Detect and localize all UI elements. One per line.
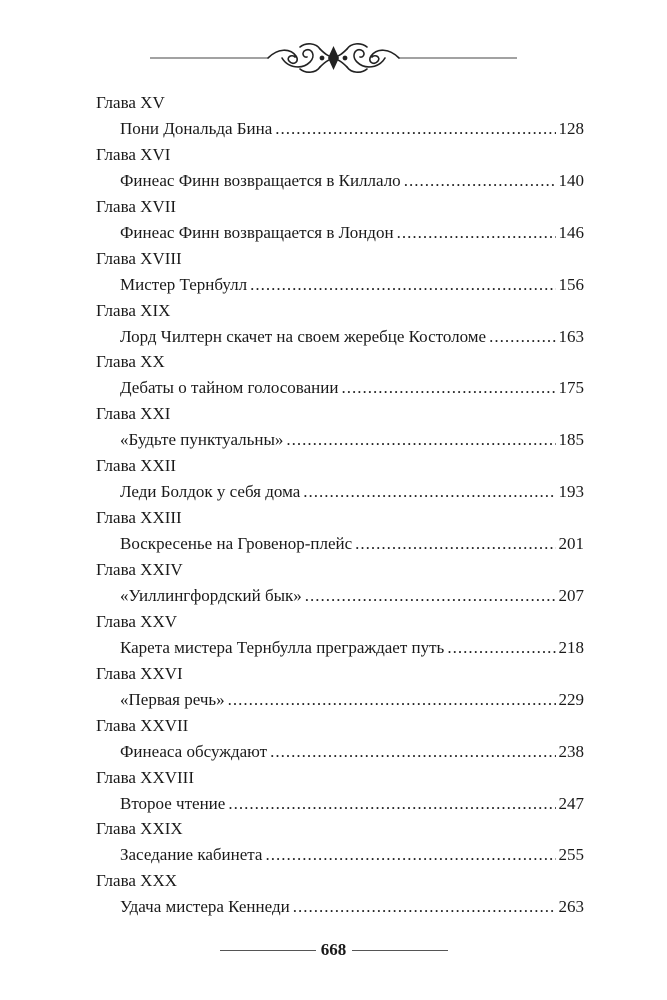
chapter-title-line	[120, 429, 584, 451]
toc-entry	[96, 663, 584, 715]
toc-entry	[96, 507, 584, 559]
chapter-title-line	[120, 222, 584, 244]
chapter-title: Лорд Чилтерн скачет на своем жеребце Костоломе	[120, 326, 487, 346]
dot-leader	[397, 222, 556, 244]
toc-entry	[96, 870, 584, 922]
chapter-title-line	[120, 274, 584, 296]
toc-entry	[96, 403, 584, 455]
chapter-label: Глава XV	[96, 93, 165, 112]
chapter-title-line	[120, 377, 584, 399]
dot-leader	[489, 326, 555, 348]
chapter-label: Глава XIX	[96, 300, 171, 320]
dot-leader	[305, 585, 556, 607]
page-number: 668	[320, 940, 347, 959]
chapter-page-number: 185	[558, 430, 584, 450]
toc-entry	[96, 611, 584, 663]
chapter-label: Глава XVIII	[96, 248, 182, 268]
chapter-title: Леди Болдок у себя дома	[120, 482, 301, 502]
footer-rule-right	[352, 950, 448, 951]
chapter-label: Глава XXIII	[96, 508, 182, 528]
chapter-label: Глава XXIV	[96, 560, 183, 580]
toc-entry	[96, 248, 584, 300]
chapter-title: «Будьте пунктуальны»	[120, 430, 284, 450]
baroque-scroll-ornament-icon	[150, 38, 517, 78]
dot-leader	[265, 844, 555, 866]
chapter-page-number: 238	[558, 741, 584, 761]
chapter-title-line	[120, 896, 584, 918]
dot-leader	[228, 793, 555, 815]
dot-leader	[355, 533, 555, 555]
dot-leader	[275, 118, 555, 140]
chapter-label: Глава XVI	[96, 144, 171, 164]
chapter-title-line	[120, 118, 584, 140]
toc-entry	[96, 818, 584, 870]
toc-entry	[96, 715, 584, 767]
chapter-page-number: 163	[558, 326, 584, 346]
chapter-page-number: 201	[558, 534, 584, 554]
toc-entry	[96, 300, 584, 352]
chapter-title: Заседание кабинета	[120, 845, 263, 865]
chapter-title-line	[120, 170, 584, 192]
toc-entry	[96, 455, 584, 507]
chapter-label: Глава XVII	[96, 196, 177, 216]
dot-leader	[447, 637, 555, 659]
chapter-page-number: 207	[558, 586, 584, 606]
chapter-label: Глава XX	[96, 352, 165, 372]
chapter-title-line	[120, 793, 584, 815]
dot-leader	[341, 377, 555, 399]
toc-entry	[96, 196, 584, 248]
table-of-contents	[96, 92, 584, 922]
chapter-page-number: 128	[558, 119, 584, 138]
chapter-title: «Первая речь»	[120, 689, 225, 709]
chapter-title: Удача мистера Кеннеди	[120, 897, 290, 917]
chapter-title: Финеас Финн возвращается в Лондон	[120, 222, 394, 242]
chapter-page-number: 140	[558, 170, 584, 190]
chapter-page-number: 156	[558, 274, 584, 294]
dot-leader	[270, 741, 555, 763]
toc-entry	[96, 92, 584, 144]
chapter-title-line	[120, 533, 584, 555]
dot-leader	[250, 274, 555, 296]
chapter-page-number: 247	[558, 793, 584, 813]
chapter-title: Финеас Финн возвращается в Киллало	[120, 170, 401, 190]
chapter-label: Глава XXII	[96, 456, 177, 476]
chapter-page-number: 263	[558, 897, 584, 917]
chapter-title: Карета мистера Тернбулла преграждает путь	[120, 637, 445, 657]
dot-leader	[228, 689, 556, 711]
chapter-label: Глава XXI	[96, 404, 171, 424]
chapter-page-number: 175	[558, 378, 584, 398]
chapter-page-number: 229	[558, 689, 584, 709]
chapter-title-line	[120, 741, 584, 763]
chapter-title: Второе чтение	[120, 793, 226, 813]
chapter-title: Воскресенье на Гровенор-плейс	[120, 534, 353, 554]
chapter-label: Глава XXVIII	[96, 767, 194, 787]
chapter-title-line	[120, 326, 584, 348]
chapter-label: Глава XXVII	[96, 715, 189, 735]
chapter-title-line	[120, 844, 584, 866]
chapter-title-line	[120, 689, 584, 711]
page-footer	[0, 935, 667, 965]
chapter-title-line	[120, 637, 584, 659]
chapter-page-number: 146	[558, 222, 584, 242]
chapter-title: Мистер Тернбулл	[120, 274, 248, 294]
dot-leader	[286, 429, 555, 451]
toc-entry	[96, 351, 584, 403]
chapter-title: Пони Дональда Бина	[120, 119, 273, 138]
toc-entry	[96, 767, 584, 819]
chapter-page-number: 218	[558, 637, 584, 657]
toc-entry	[96, 144, 584, 196]
dot-leader	[404, 170, 556, 192]
chapter-page-number: 193	[558, 482, 584, 502]
chapter-title: «Уиллингфордский бык»	[120, 586, 302, 606]
chapter-title: Дебаты о тайном голосовании	[120, 378, 339, 398]
chapter-label: Глава XXV	[96, 611, 178, 631]
chapter-label: Глава XXIX	[96, 819, 183, 839]
dot-leader	[293, 896, 556, 918]
chapter-label: Глава XXX	[96, 871, 178, 891]
toc-entry	[96, 559, 584, 611]
dot-leader	[303, 481, 555, 503]
chapter-page-number: 255	[558, 845, 584, 865]
chapter-label: Глава XXVI	[96, 663, 183, 683]
chapter-title: Финеаса обсуждают	[120, 741, 268, 761]
chapter-title-line	[120, 481, 584, 503]
chapter-title-line	[120, 585, 584, 607]
